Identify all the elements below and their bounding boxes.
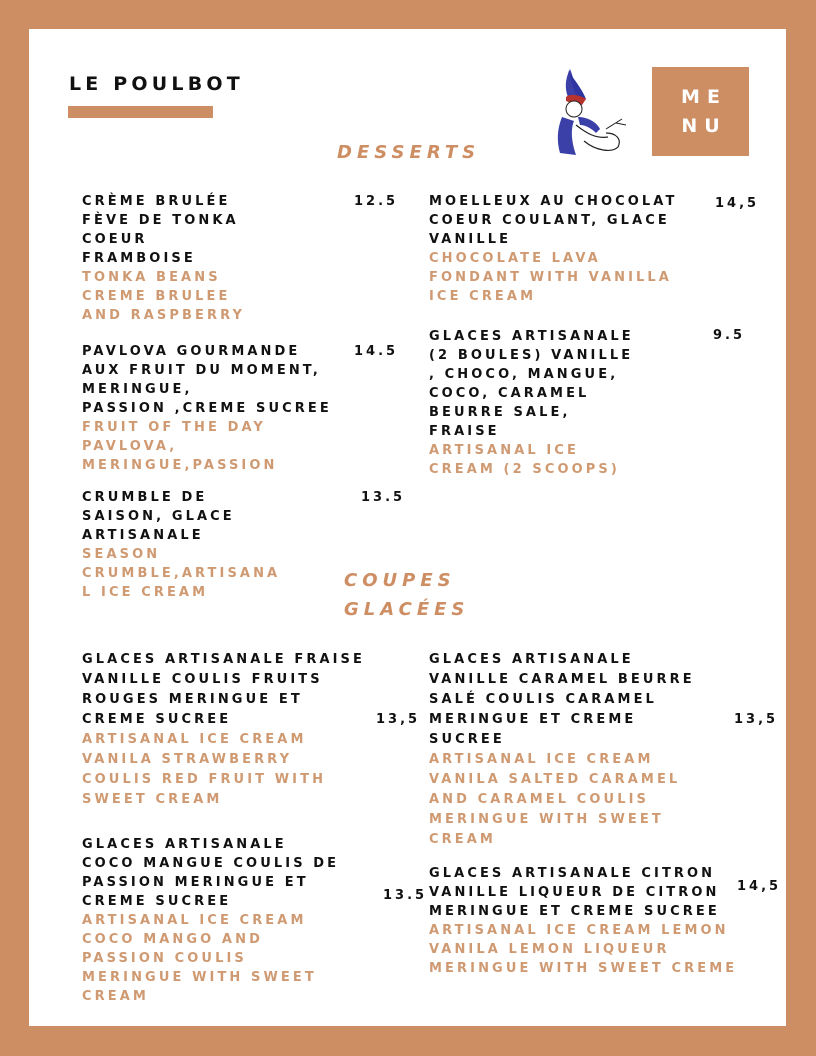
- desserts-heading: DESSERTS: [337, 142, 481, 163]
- item-french-line: SUCREE: [429, 732, 505, 747]
- item-french-line: GLACES ARTISANALE: [429, 652, 634, 667]
- item-price: 14,5: [715, 196, 760, 211]
- item-english-line: PAVLOVA,: [82, 439, 178, 454]
- poulbot-mascot-icon: [556, 67, 632, 159]
- item-french-line: SALÉ COULIS CARAMEL: [429, 692, 657, 707]
- item-english-line: FRUIT OF THE DAY: [82, 420, 266, 435]
- item-english-line: ARTISANAL ICE CREAM LEMON: [429, 923, 729, 938]
- restaurant-name: LE POULBOT: [69, 73, 244, 95]
- item-price: 9.5: [713, 328, 746, 343]
- item-english-line: CREAM (2 SCOOPS): [429, 462, 620, 477]
- item-french-line: MERINGUE ET CREME SUCREE: [429, 904, 720, 919]
- item-english-line: MERINGUE WITH SWEET CREME: [429, 961, 738, 976]
- item-french-line: MOELLEUX AU CHOCOLAT: [429, 194, 678, 209]
- menu-item: [429, 192, 677, 306]
- item-french-line: COEUR COULANT, GLACE: [429, 213, 670, 228]
- item-price: 13,5: [376, 712, 421, 727]
- item-english-line: ARTISANAL ICE CREAM: [82, 913, 307, 928]
- item-french-line: FRAISE: [429, 424, 500, 439]
- menu-badge-line1: ME: [681, 85, 727, 108]
- item-english-line: COULIS RED FRUIT WITH: [82, 772, 327, 787]
- item-english-line: MERINGUE WITH SWEET: [429, 812, 664, 827]
- item-french-line: SAISON, GLACE: [82, 509, 235, 524]
- item-french-line: CRÈME BRULÉE: [82, 194, 231, 209]
- item-french-line: VANILLE: [429, 232, 512, 247]
- menu-item: [429, 864, 737, 978]
- item-english-line: ICE CREAM: [429, 289, 537, 304]
- item-price: 14.5: [354, 344, 399, 359]
- brand-underline: [68, 106, 213, 118]
- item-french-line: COCO, CARAMEL: [429, 386, 590, 401]
- item-french-line: ROUGES MERINGUE ET: [82, 692, 303, 707]
- item-english-line: AND CARAMEL COULIS: [429, 792, 649, 807]
- item-english-line: VANILA STRAWBERRY: [82, 752, 293, 767]
- item-french-line: AUX FRUIT DU MOMENT,: [82, 363, 321, 378]
- item-french-line: GLACES ARTISANALE FRAISE: [82, 652, 366, 667]
- item-french-line: (2 BOULES) VANILLE: [429, 348, 634, 363]
- item-french-line: COCO MANGUE COULIS DE: [82, 856, 340, 871]
- item-french-line: , CHOCO, MANGUE,: [429, 367, 619, 382]
- item-english-line: PASSION COULIS: [82, 951, 247, 966]
- item-french-line: CRUMBLE DE: [82, 490, 208, 505]
- item-english-line: FONDANT WITH VANILLA: [429, 270, 672, 285]
- item-french-line: GLACES ARTISANALE CITRON: [429, 866, 716, 881]
- item-french-line: ARTISANALE: [82, 528, 204, 543]
- menu-page: [29, 29, 786, 1026]
- item-english-line: AND RASPBERRY: [82, 308, 246, 323]
- menu-item: [429, 327, 634, 479]
- item-english-line: VANILA LEMON LIQUEUR: [429, 942, 670, 957]
- item-english-line: CHOCOLATE LAVA: [429, 251, 601, 266]
- item-price: 13,5: [734, 712, 779, 727]
- coupes-heading-line1: COUPES: [344, 570, 456, 591]
- item-french-line: VANILLE LIQUEUR DE CITRON: [429, 885, 720, 900]
- menu-badge: [652, 67, 749, 156]
- item-price: 14,5: [737, 879, 782, 894]
- menu-item: [82, 650, 365, 810]
- item-english-line: TONKA BEANS: [82, 270, 221, 285]
- item-english-line: CREME BRULEE: [82, 289, 231, 304]
- menu-item: [82, 342, 332, 475]
- menu-item: [82, 835, 339, 1006]
- item-english-line: L ICE CREAM: [82, 585, 209, 600]
- coupes-glacees-heading: [344, 566, 469, 624]
- item-english-line: ARTISANAL ICE CREAM: [82, 732, 307, 747]
- item-french-line: MERINGUE,: [82, 382, 193, 397]
- item-english-line: SWEET CREAM: [82, 792, 223, 807]
- item-french-line: CREME SUCREE: [82, 712, 232, 727]
- item-french-line: COEUR: [82, 232, 148, 247]
- item-price: 12.5: [354, 194, 399, 209]
- item-price: 13.5: [361, 490, 406, 505]
- menu-item: [82, 488, 280, 602]
- item-french-line: FRAMBOISE: [82, 251, 196, 266]
- item-english-line: COCO MANGO AND: [82, 932, 263, 947]
- item-price: 13.5: [383, 888, 428, 903]
- item-french-line: GLACES ARTISANALE: [429, 329, 634, 344]
- item-english-line: CREAM: [82, 989, 149, 1004]
- item-english-line: CREAM: [429, 832, 496, 847]
- item-french-line: VANILLE COULIS FRUITS: [82, 672, 323, 687]
- item-french-line: FÈVE DE TONKA: [82, 213, 239, 228]
- item-english-line: MERINGUE,PASSION: [82, 458, 278, 473]
- item-french-line: VANILLE CARAMEL BEURRE: [429, 672, 695, 687]
- item-english-line: ARTISANAL ICE: [429, 443, 579, 458]
- item-french-line: PAVLOVA GOURMANDE: [82, 344, 301, 359]
- item-english-line: CRUMBLE,ARTISANA: [82, 566, 281, 581]
- item-french-line: MERINGUE ET CREME: [429, 712, 637, 727]
- menu-item: [429, 650, 695, 850]
- item-french-line: PASSION MERINGUE ET: [82, 875, 309, 890]
- item-french-line: CREME SUCREE: [82, 894, 232, 909]
- menu-badge-line2: NU: [681, 114, 727, 137]
- item-french-line: GLACES ARTISANALE: [82, 837, 287, 852]
- coupes-heading-line2: GLACÉES: [344, 599, 470, 620]
- item-english-line: MERINGUE WITH SWEET: [82, 970, 317, 985]
- item-french-line: BEURRE SALE,: [429, 405, 571, 420]
- item-english-line: SEASON: [82, 547, 161, 562]
- item-english-line: VANILA SALTED CARAMEL: [429, 772, 681, 787]
- menu-item: [82, 192, 245, 325]
- item-english-line: ARTISANAL ICE CREAM: [429, 752, 654, 767]
- item-french-line: PASSION ,CREME SUCREE: [82, 401, 332, 416]
